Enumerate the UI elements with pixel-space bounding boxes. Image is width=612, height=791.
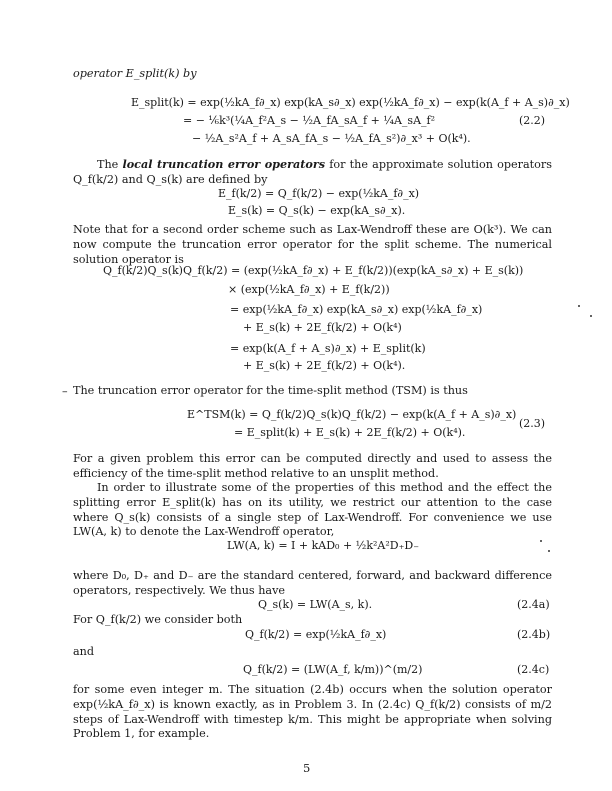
emphasis-term: local truncation error operators: [122, 157, 326, 171]
eq-2-4b: Q_f(k/2) = exp(½kA_f∂_x): [245, 628, 387, 641]
paragraph-for: For Q_f(k/2) we consider both: [73, 613, 243, 626]
eq-2-2-line-1: E_split(k) = exp(½kA_f∂_x) exp(kA_s∂_x) exp(½kA_f∂_x) − exp(k(A_f + A_s)∂_x): [131, 96, 570, 109]
eq-2-2-number: (2.2): [519, 114, 546, 127]
intro-line: operator E_split(k) by: [73, 67, 197, 80]
eq-split-line-1: Q_f(k/2)Q_s(k)Q_f(k/2) = (exp(½kA_f∂_x) + E_f(k/2))(exp(kA_s∂_x) + E_s(k)): [103, 264, 524, 277]
paragraph-final: for some even integer m. The situation (2.4b) occurs when the solution operator exp(½kA_f∂_x) is known exactly, as in Problem 3. In (2.4c) Q_f(k/2) consists of m/2 steps of Lax-Wendroff with timestep k/m. This might be appropriate when solving Problem 1, for example.: [73, 683, 552, 741]
paragraph-local-truncation: [73, 157, 552, 188]
eq-split-line-2: × (exp(½kA_f∂_x) + E_f(k/2)): [228, 283, 390, 296]
eq-2-2-line-3: − ½A_s²A_f + A_sA_fA_s − ½A_fA_s²)∂_x³ + O(k⁴).: [192, 132, 471, 145]
scan-speck: [548, 550, 550, 552]
paragraph-note: Note that for a second order scheme such as Lax-Wendroff these are O(k³). We can now compute the truncation error operator for the split scheme. The numerical solution operator is: [73, 223, 552, 266]
eq-2-3-number: (2.3): [519, 417, 546, 430]
scan-speck: [540, 540, 542, 542]
text-segment: The: [97, 158, 123, 171]
eq-2-4a: Q_s(k) = LW(A_s, k).: [258, 598, 373, 611]
paragraph-tsm: The truncation error operator for the time-split method (TSM) is thus: [73, 384, 468, 397]
eq-2-3-line-1: E^TSM(k) = Q_f(k/2)Q_s(k)Q_f(k/2) − exp(k(A_f + A_s)∂_x): [187, 408, 517, 421]
stray-mark: –: [62, 385, 68, 398]
paragraph-where: where D₀, D₊ and D₋ are the standard centered, forward, and backward difference operators, respectively. We thus have: [73, 569, 552, 597]
eq-2-3-line-2: = E_split(k) + E_s(k) + 2E_f(k/2) + O(k⁴).: [234, 426, 466, 439]
eq-2-4c-number: (2.4c): [517, 663, 550, 676]
eq-split-line-3: = exp(½kA_f∂_x) exp(kA_s∂_x) exp(½kA_f∂_x): [230, 303, 483, 316]
scan-speck: [578, 305, 580, 307]
eq-2-2-line-2: = − ⅙k³(¼A_f²A_s − ½A_fA_sA_f + ¼A_sA_f²: [183, 114, 436, 127]
eq-split-line-4: + E_s(k) + 2E_f(k/2) + O(k⁴): [243, 321, 402, 334]
paragraph-and: and: [73, 645, 95, 658]
eq-2-4a-number: (2.4a): [517, 598, 550, 611]
eq-split-line-5: = exp(k(A_f + A_s)∂_x) + E_split(k): [230, 342, 426, 355]
page-number: 5: [303, 761, 311, 775]
paragraph-given-problem: For a given problem this error can be computed directly and used to assess the efficiency of the time-split method relative to an unsplit method.: [73, 452, 552, 480]
eq-2-4b-number: (2.4b): [517, 628, 551, 641]
eq-split-line-6: + E_s(k) + 2E_f(k/2) + O(k⁴).: [243, 359, 406, 372]
text-segment: for the approximate solution operators Q_f(k/2) and Q_s(k) are defined by: [73, 158, 552, 186]
paragraph-in-order: In order to illustrate some of the properties of this method and the effect the splitting error E_split(k) has on its utility, we restrict our attention to the case where Q_s(k) consists of a single step of Lax-Wendroff. For convenience we use LW(A, k) to denote the Lax-Wendroff operator,: [73, 481, 552, 539]
eq-lax-wendroff: LW(A, k) = I + kAD₀ + ½k²A²D₊D₋: [227, 539, 419, 552]
eq-local-line-2: E_s(k) = Q_s(k) − exp(kA_s∂_x).: [228, 204, 406, 217]
eq-local-line-1: E_f(k/2) = Q_f(k/2) − exp(½kA_f∂_x): [218, 187, 420, 200]
scan-speck: [590, 315, 592, 317]
eq-2-4c: Q_f(k/2) = (LW(A_f, k/m))^(m/2): [243, 663, 423, 676]
